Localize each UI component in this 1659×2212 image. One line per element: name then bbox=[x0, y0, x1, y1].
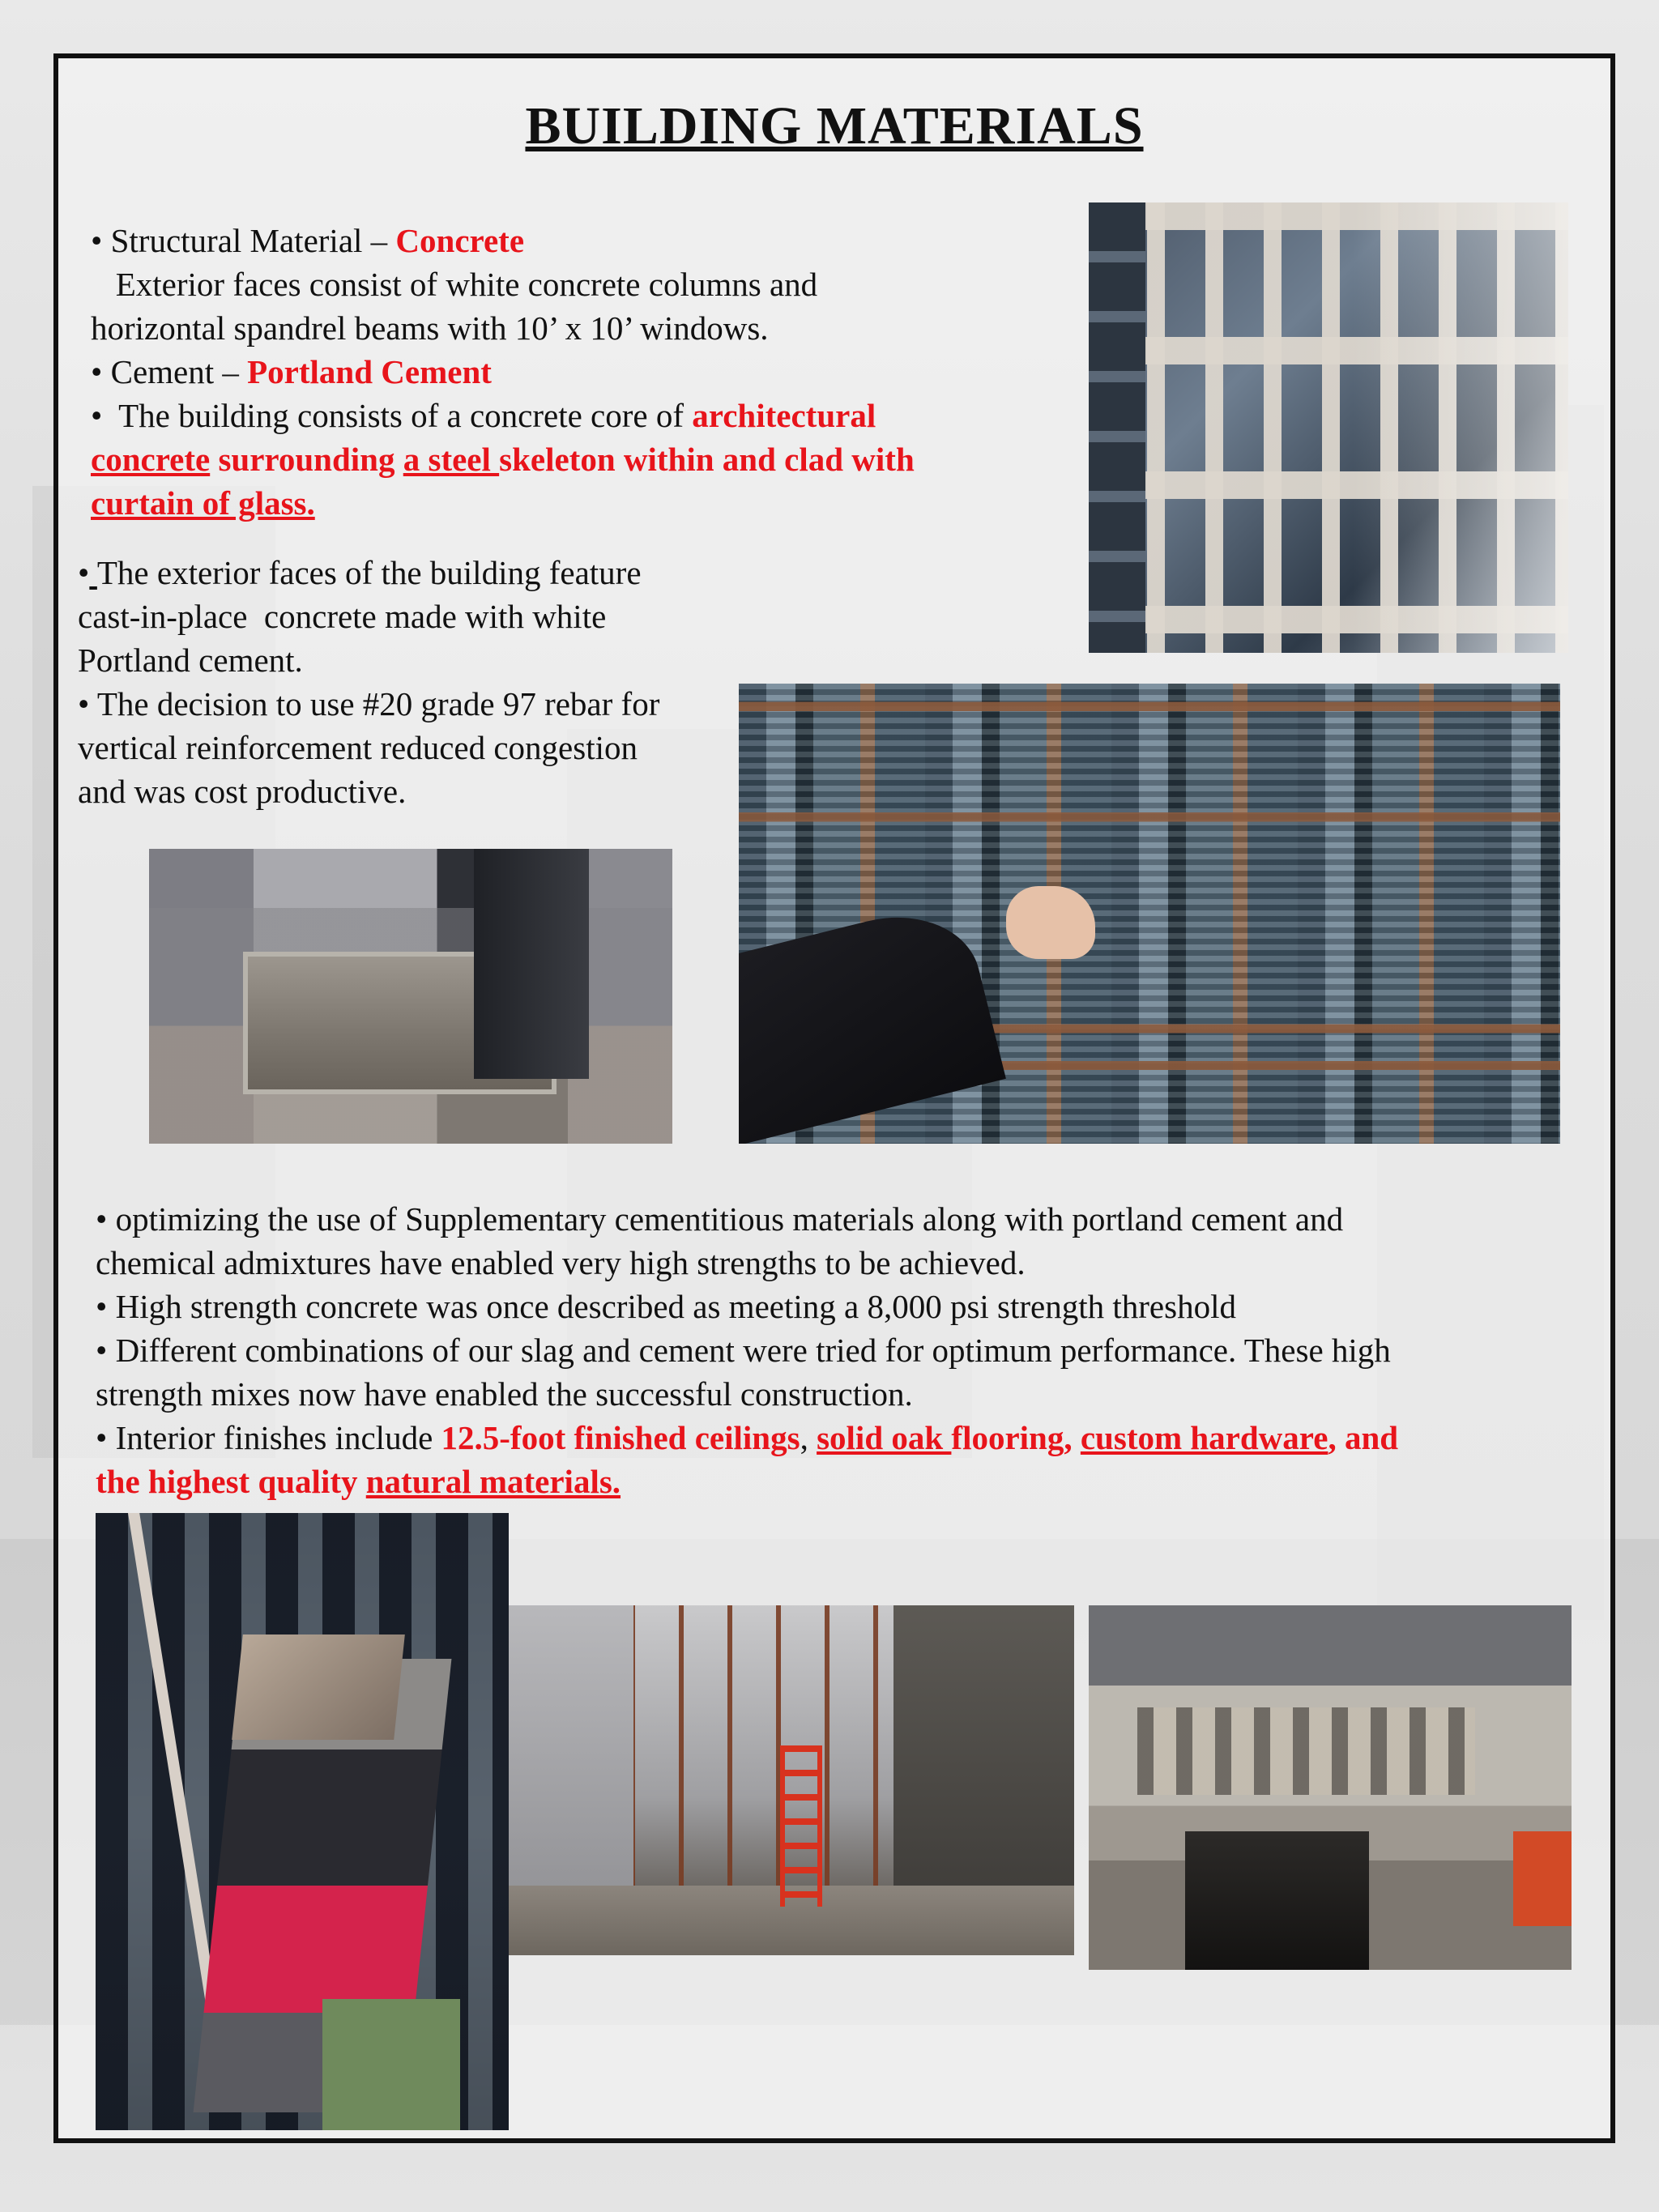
text-line: vertical reinforcement reduced congestion bbox=[78, 729, 638, 766]
text-line: • Cement – Portland Cement bbox=[91, 353, 492, 390]
text-line: curtain of glass. bbox=[91, 484, 315, 522]
text-line: • Interior finishes include 12.5-foot finished ceilings, solid oak flooring, custom hardware, and bbox=[96, 1419, 1399, 1456]
page-frame bbox=[53, 53, 1615, 2143]
concrete-slab-photo bbox=[1089, 1605, 1572, 1970]
text-line: strength mixes now have enabled the successful construction. bbox=[96, 1375, 913, 1413]
text-line: Portland cement. bbox=[78, 641, 303, 679]
rebar-cages-photo bbox=[509, 1605, 1074, 1955]
text-line: concrete surrounding a steel skeleton within and clad with bbox=[91, 441, 915, 478]
text-line: the highest quality natural materials. bbox=[96, 1463, 621, 1500]
text-line: • High strength concrete was once described as meeting a 8,000 psi strength threshold bbox=[96, 1288, 1236, 1325]
text-line: cast-in-place concrete made with white bbox=[78, 598, 607, 635]
rebar-photo bbox=[739, 684, 1560, 1144]
text-line: • optimizing the use of Supplementary cementitious materials along with portland cement and bbox=[96, 1200, 1344, 1238]
text-line: chemical admixtures have enabled very high strengths to be achieved. bbox=[96, 1244, 1026, 1281]
text-line: • The building consists of a concrete core of architectural bbox=[91, 397, 876, 434]
highlight-portland-cement: Portland Cement bbox=[247, 353, 492, 390]
text-line: and was cost productive. bbox=[78, 773, 407, 810]
text-line: • Different combinations of our slag and cement were tried for optimum performance. These high bbox=[96, 1332, 1391, 1369]
text-line: horizontal spandrel beams with 10’ x 10’ windows. bbox=[91, 309, 769, 347]
text-line: • The exterior faces of the building feature bbox=[78, 554, 642, 591]
highlight-concrete: Concrete bbox=[395, 222, 525, 259]
aerial-tower-construction-photo bbox=[96, 1513, 509, 2130]
text-line: Exterior faces consist of white concrete columns and bbox=[91, 266, 818, 303]
excavation-site-photo bbox=[149, 849, 672, 1144]
text-line: • The decision to use #20 grade 97 rebar for bbox=[78, 685, 660, 722]
page-title: BUILDING MATERIALS bbox=[525, 96, 1144, 156]
text-line: • Structural Material – Concrete bbox=[91, 222, 525, 259]
tower-facade-photo bbox=[1089, 202, 1568, 653]
